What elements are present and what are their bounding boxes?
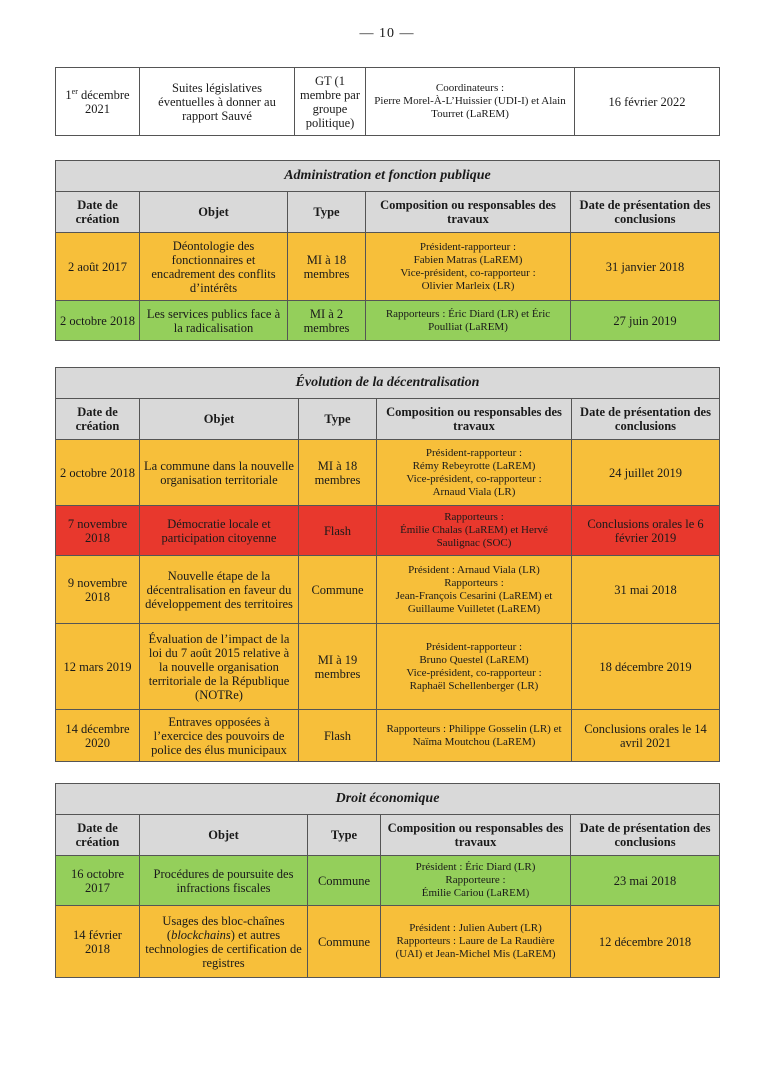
- table-row: [56, 906, 720, 978]
- date-cell: 12 mars 2019: [56, 624, 140, 710]
- date-cell: 1er décembre 2021: [56, 68, 140, 136]
- date-cell: 2 août 2017: [56, 233, 140, 301]
- page-number: — 10 —: [359, 26, 415, 41]
- objet-cell: Démocratie locale et participation citoyenne: [140, 506, 299, 556]
- conclusions-cell: 23 mai 2018: [571, 856, 720, 906]
- composition-cell: Président : Éric Diard (LR) Rapporteure : Émilie Cariou (LaREM): [381, 856, 571, 906]
- conclusions-cell: 31 mai 2018: [572, 556, 720, 624]
- header-objet: Objet: [140, 192, 288, 233]
- type-cell: MI à 2 membres: [288, 301, 366, 341]
- composition-cell: Président-rapporteur : Bruno Questel (LaREM) Vice-président, co-rapporteur : Raphaël Schellenberger (LR): [377, 624, 572, 710]
- section-table-droit-economique: [55, 783, 720, 978]
- section-title: Évolution de la décentralisation: [56, 368, 720, 399]
- table-row: [56, 710, 720, 762]
- header-objet: Objet: [140, 399, 299, 440]
- table-row: [56, 301, 720, 341]
- composition-cell: Président : Julien Aubert (LR) Rapporteurs : Laure de La Raudière (UAI) et Jean-Michel Mis (LaREM): [381, 906, 571, 978]
- composition-cell: Rapporteurs : Émilie Chalas (LaREM) et Hervé Saulignac (SOC): [377, 506, 572, 556]
- date-cell: 2 octobre 2018: [56, 440, 140, 506]
- section-table-decentralisation: [55, 367, 720, 762]
- date-cell: 2 octobre 2018: [56, 301, 140, 341]
- section-title: Administration et fonction publique: [56, 161, 720, 192]
- type-cell: Flash: [299, 710, 377, 762]
- header-date: Date de création: [56, 815, 140, 856]
- header-conclusions: Date de présentation des conclusions: [572, 399, 720, 440]
- header-composition: Composition ou responsables des travaux: [366, 192, 571, 233]
- conclusions-cell: Conclusions orales le 14 avril 2021: [572, 710, 720, 762]
- composition-cell: Président : Arnaud Viala (LR) Rapporteurs : Jean-François Cesarini (LaREM) et Guillaume Vuilletet (LaREM): [377, 556, 572, 624]
- table-row: [56, 506, 720, 556]
- composition-cell: Coordinateurs : Pierre Morel-À-L’Huissier (UDI-I) et Alain Tourret (LaREM): [366, 68, 575, 136]
- type-cell: Commune: [299, 556, 377, 624]
- section-table-administration: [55, 160, 720, 341]
- objet-cell: La commune dans la nouvelle organisation territoriale: [140, 440, 299, 506]
- date-cell: 14 février 2018: [56, 906, 140, 978]
- header-type: Type: [288, 192, 366, 233]
- header-conclusions: Date de présentation des conclusions: [571, 192, 720, 233]
- type-cell: MI à 19 membres: [299, 624, 377, 710]
- table-row: [56, 856, 720, 906]
- section-title: Droit économique: [56, 784, 720, 815]
- objet-cell: Suites législatives éventuelles à donner au rapport Sauvé: [140, 68, 295, 136]
- objet-cell: Déontologie des fonctionnaires et encadrement des conflits d’intérêts: [140, 233, 288, 301]
- table-row: [56, 233, 720, 301]
- objet-cell: Évaluation de l’impact de la loi du 7 août 2015 relative à la nouvelle organisation territoriale de la République (NOTRe): [140, 624, 299, 710]
- date-cell: 14 décembre 2020: [56, 710, 140, 762]
- type-cell: GT (1 membre par groupe politique): [295, 68, 366, 136]
- objet-cell: Usages des bloc-chaînes (blockchains) et autres technologies de certification de registres: [140, 906, 308, 978]
- type-cell: MI à 18 membres: [299, 440, 377, 506]
- date-cell: 16 octobre 2017: [56, 856, 140, 906]
- conclusions-cell: 16 février 2022: [575, 68, 720, 136]
- composition-cell: Rapporteurs : Éric Diard (LR) et Éric Poulliat (LaREM): [366, 301, 571, 341]
- conclusions-cell: 27 juin 2019: [571, 301, 720, 341]
- objet-cell: Procédures de poursuite des infractions fiscales: [140, 856, 308, 906]
- type-cell: MI à 18 membres: [288, 233, 366, 301]
- objet-cell: Entraves opposées à l’exercice des pouvoirs de police des élus municipaux: [140, 710, 299, 762]
- type-cell: Commune: [308, 856, 381, 906]
- conclusions-cell: 18 décembre 2019: [572, 624, 720, 710]
- conclusions-cell: 12 décembre 2018: [571, 906, 720, 978]
- header-type: Type: [299, 399, 377, 440]
- header-date: Date de création: [56, 192, 140, 233]
- header-composition: Composition ou responsables des travaux: [377, 399, 572, 440]
- header-conclusions: Date de présentation des conclusions: [571, 815, 720, 856]
- conclusions-cell: Conclusions orales le 6 février 2019: [572, 506, 720, 556]
- composition-cell: Président-rapporteur : Fabien Matras (LaREM) Vice-président, co-rapporteur : Olivier Marleix (LR): [366, 233, 571, 301]
- conclusions-cell: 31 janvier 2018: [571, 233, 720, 301]
- type-cell: Flash: [299, 506, 377, 556]
- header-date: Date de création: [56, 399, 140, 440]
- date-cell: 9 novembre 2018: [56, 556, 140, 624]
- composition-cell: Président-rapporteur : Rémy Rebeyrotte (LaREM) Vice-président, co-rapporteur : Arnaud Viala (LR): [377, 440, 572, 506]
- table-row: [56, 556, 720, 624]
- table-row: [56, 440, 720, 506]
- header-objet: Objet: [140, 815, 308, 856]
- date-cell: 7 novembre 2018: [56, 506, 140, 556]
- top-continuation-table: [55, 67, 720, 136]
- header-type: Type: [308, 815, 381, 856]
- header-composition: Composition ou responsables des travaux: [381, 815, 571, 856]
- objet-cell: Les services publics face à la radicalisation: [140, 301, 288, 341]
- type-cell: Commune: [308, 906, 381, 978]
- objet-cell: Nouvelle étape de la décentralisation en faveur du développement des territoires: [140, 556, 299, 624]
- composition-cell: Rapporteurs : Philippe Gosselin (LR) et Naïma Moutchou (LaREM): [377, 710, 572, 762]
- conclusions-cell: 24 juillet 2019: [572, 440, 720, 506]
- table-row: [56, 624, 720, 710]
